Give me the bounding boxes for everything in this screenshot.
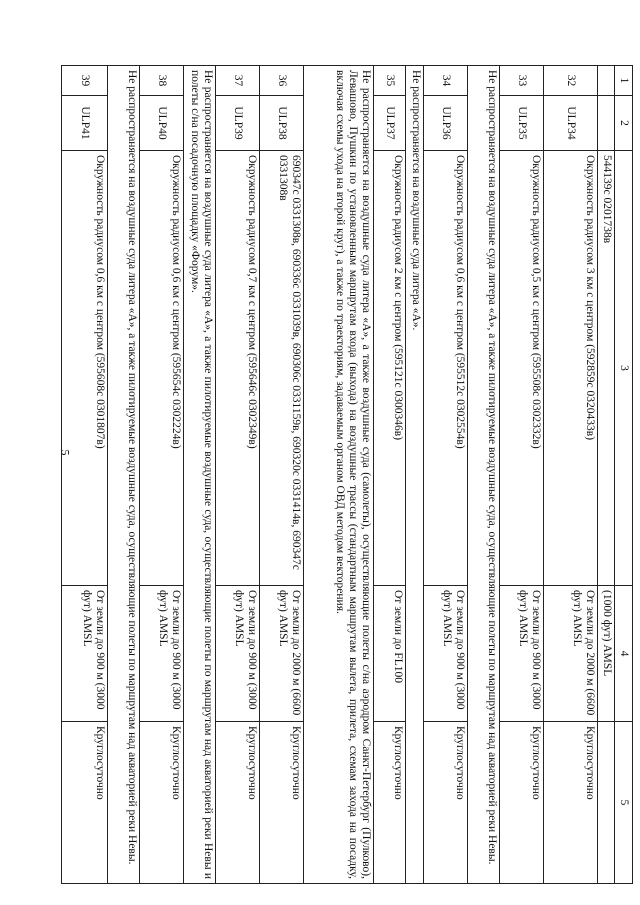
zone-code: ULP38 bbox=[260, 96, 304, 151]
notice-row bbox=[406, 66, 424, 884]
table-row bbox=[62, 66, 108, 884]
zone-description: Окружность радиусом 0,6 км с центром (595608с 0301807в) bbox=[62, 151, 108, 586]
altitude-limit: От земли до 2000 м (6600 фут) AMSL bbox=[544, 586, 598, 722]
zone-code: ULP34 bbox=[544, 96, 598, 151]
table-viewport bbox=[79, 65, 633, 883]
operating-hours: Круглосуточно bbox=[216, 722, 260, 884]
zone-description: Окружность радиусом 3 км с центром (592859с 0320433в) bbox=[544, 151, 598, 586]
row-number: 32 bbox=[544, 66, 598, 96]
row-number: 37 bbox=[216, 66, 260, 96]
notice-row bbox=[468, 66, 500, 884]
header-col-5: 5 bbox=[615, 722, 633, 884]
header-col-2: 2 bbox=[615, 96, 633, 151]
notice-text: Не распространяется на воздушные суда литера «А», а также пилотируемые воздушные суда, осуществляющие полеты по маршрутам над акваторией реки Невы и полеты с/на посадочную площадку «Форум». bbox=[184, 66, 216, 884]
continuation-row bbox=[598, 66, 615, 884]
row-number: 36 bbox=[260, 66, 304, 96]
zone-code: ULP40 bbox=[140, 96, 184, 151]
notice-text: Не распространяется на воздушные суда литера «А», а также пилотируемые воздушные суда, осуществляющие полеты по маршрутам над акваторией реки Невы. bbox=[468, 66, 500, 884]
notice-text: Не распространяется на воздушные суда литера «А», а также воздушные суда (самолеты), осуществляющие полеты с/на аэродром Санкт-Петербург (Пулково), Левашово, Пушкин по установленным маршрутам входа (выхода) на воздушные трассы (стандартным маршрутам вылета, прилета, схемам захода на посадку, включая схемы ухода на второй круг), а также по траекториям, задаваемым органом ОВД методом векторения. bbox=[304, 66, 374, 884]
header-row bbox=[615, 66, 633, 884]
table-row bbox=[424, 66, 468, 884]
row-number: 33 bbox=[500, 66, 544, 96]
notice-row bbox=[184, 66, 216, 884]
operating-hours: Круглосуточно bbox=[374, 722, 406, 884]
zone-description: Окружность радиусом 0,7 км с центром (595646с 0302349в) bbox=[216, 151, 260, 586]
altitude-limit: От земли до 900 м (3000 фут) AMSL bbox=[500, 586, 544, 722]
row-number: 38 bbox=[140, 66, 184, 96]
altitude-limit: От земли до 900 м (3000 фут) AMSL bbox=[62, 586, 108, 722]
notice-text: Не распространяется на воздушные суда литера «А». bbox=[406, 66, 424, 884]
continuation-desc: 544139с 0201738в bbox=[598, 151, 615, 586]
zone-code: ULP35 bbox=[500, 96, 544, 151]
continuation-num bbox=[598, 66, 615, 96]
table-row bbox=[140, 66, 184, 884]
row-number: 35 bbox=[374, 66, 406, 96]
zone-description: Окружность радиусом 2 км с центром (595121с 0300346в) bbox=[374, 151, 406, 586]
operating-hours: Круглосуточно bbox=[424, 722, 468, 884]
zone-description: Окружность радиусом 0,5 км с центром (595508с 0302332в) bbox=[500, 151, 544, 586]
altitude-limit: От земли до FL100 bbox=[374, 586, 406, 722]
table-row bbox=[216, 66, 260, 884]
operating-hours: Круглосуточно bbox=[500, 722, 544, 884]
header-col-1: 1 bbox=[615, 66, 633, 96]
zone-description: Окружность радиусом 0,6 км с центром (595654с 0302224в) bbox=[140, 151, 184, 586]
airspace-zones-table bbox=[61, 65, 633, 884]
table-row bbox=[374, 66, 406, 884]
notice-row bbox=[108, 66, 140, 884]
header-col-4: 4 bbox=[615, 586, 633, 722]
altitude-limit: От земли до 900 м (3000 фут) AMSL bbox=[424, 586, 468, 722]
zone-code: ULP41 bbox=[62, 96, 108, 151]
operating-hours: Круглосуточно bbox=[544, 722, 598, 884]
table-row bbox=[260, 66, 304, 884]
table-row bbox=[544, 66, 598, 884]
zone-description: 690347с 0331308в, 690336с 0331039в, 690306с 0331159в, 690320с 0331414в, 690347с 0331308в bbox=[260, 151, 304, 586]
zone-description: Окружность радиусом 0,6 км с центром (595512с 0302554в) bbox=[424, 151, 468, 586]
altitude-limit: От земли до 2000 м (6600 фут) AMSL bbox=[260, 586, 304, 722]
notice-text: Не распространяется на воздушные суда литера «А», а также пилотируемые воздушные суда, осуществляющие полеты по маршрутам над акваторией реки Невы. bbox=[108, 66, 140, 884]
row-number: 34 bbox=[424, 66, 468, 96]
page-number: 5 bbox=[58, 449, 73, 456]
zone-code: ULP36 bbox=[424, 96, 468, 151]
table-row bbox=[500, 66, 544, 884]
zone-code: ULP37 bbox=[374, 96, 406, 151]
continuation-alt: (1000 фут) AMSL bbox=[598, 586, 615, 722]
operating-hours: Круглосуточно bbox=[260, 722, 304, 884]
zone-code: ULP39 bbox=[216, 96, 260, 151]
notice-row bbox=[304, 66, 374, 884]
operating-hours: Круглосуточно bbox=[140, 722, 184, 884]
altitude-limit: От земли до 900 м (3000 фут) AMSL bbox=[140, 586, 184, 722]
continuation-code bbox=[598, 96, 615, 151]
altitude-limit: От земли до 900 м (3000 фут) AMSL bbox=[216, 586, 260, 722]
header-col-3: 3 bbox=[615, 151, 633, 586]
continuation-time bbox=[598, 722, 615, 884]
row-number: 39 bbox=[62, 66, 108, 96]
operating-hours: Круглосуточно bbox=[62, 722, 108, 884]
